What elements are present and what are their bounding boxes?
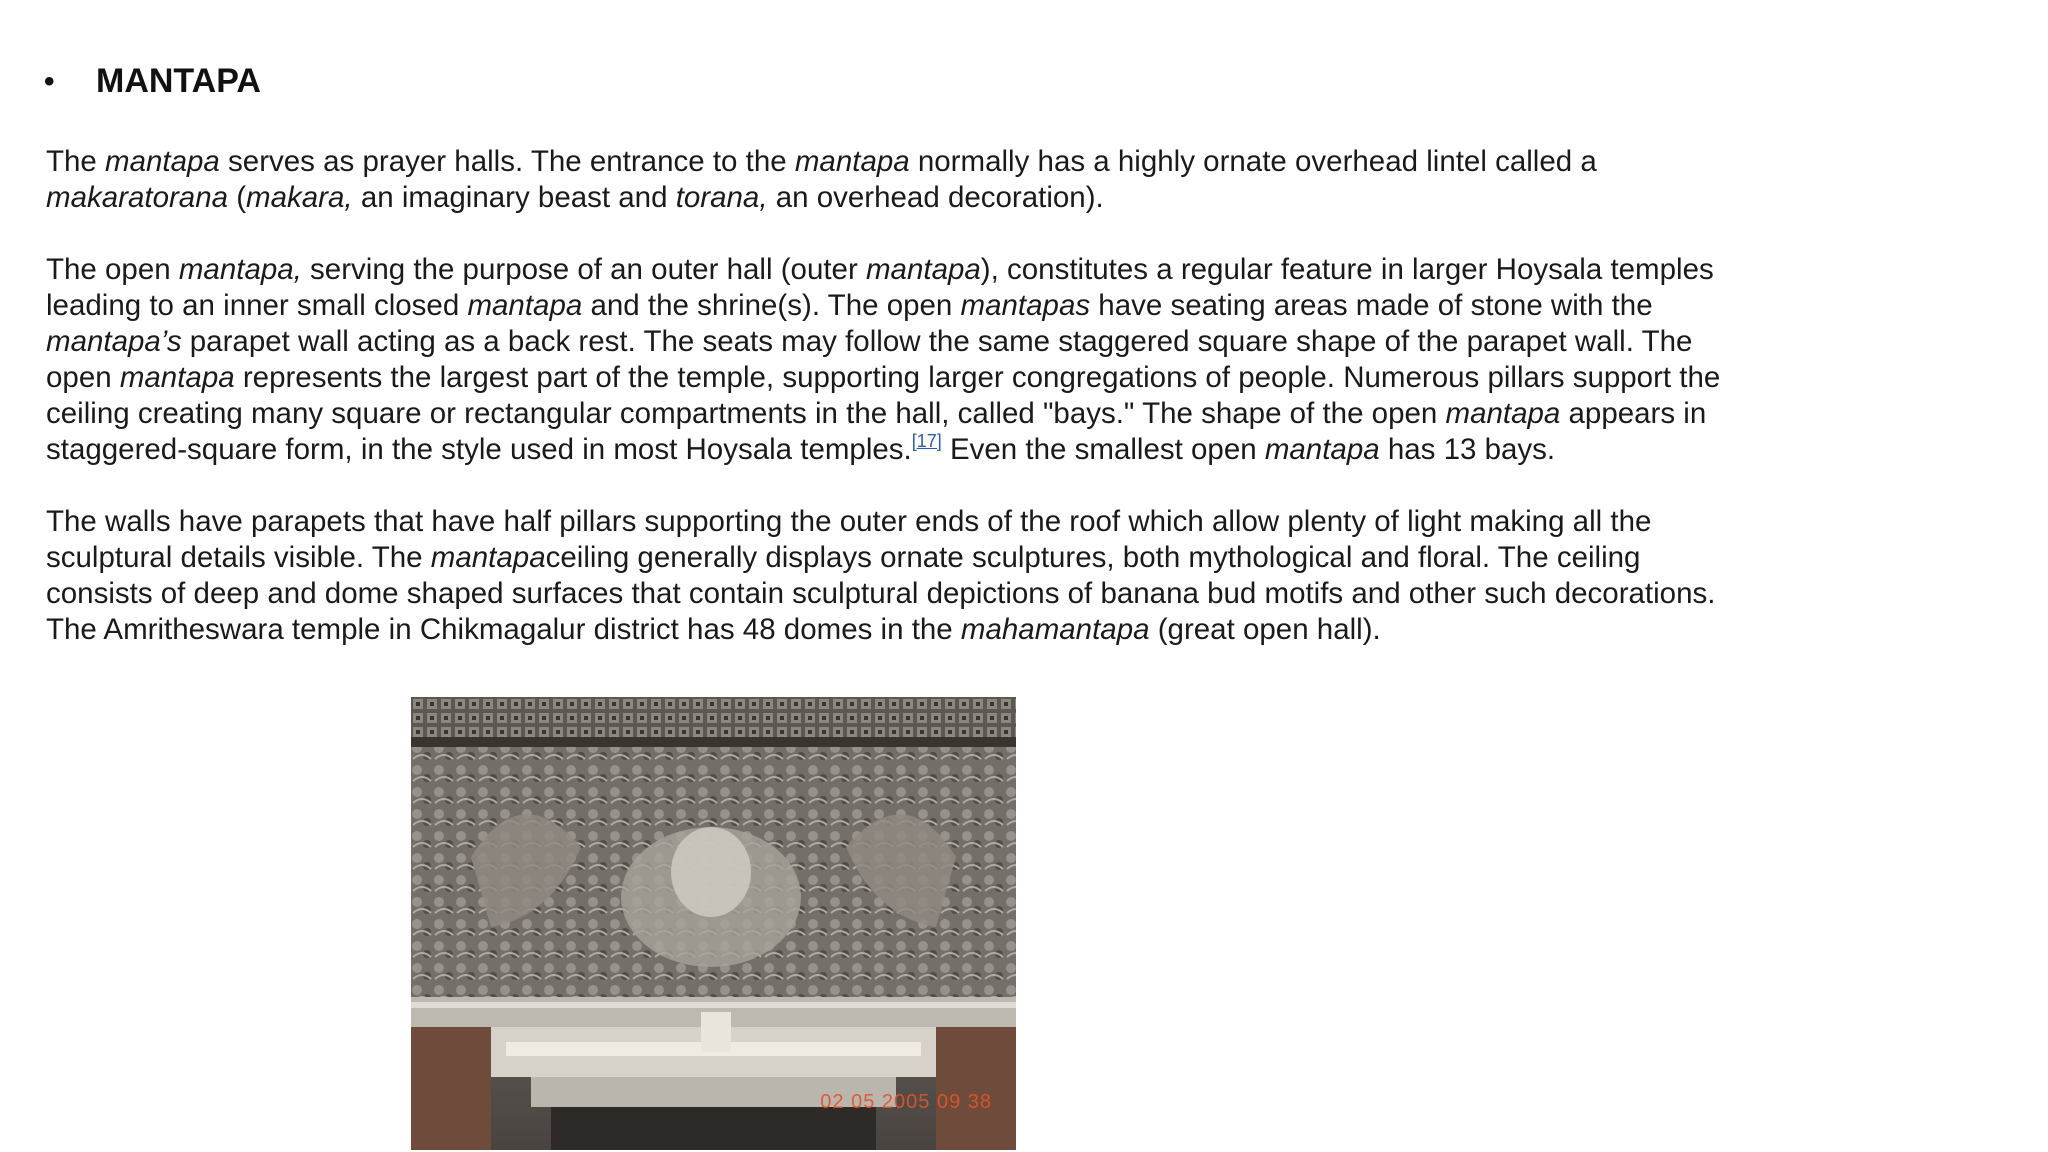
text-run: an imaginary beast and [352,181,676,214]
paragraph-3 [46,504,1726,648]
italic-term: mantapa [794,145,910,178]
italic-term: mantapa [430,541,546,574]
text-run: (great open hall). [1149,613,1381,646]
text-run: ceiling generally displays ornate sculptures, both mythological and floral. The ceiling consists of deep and dome shaped surfaces that contain sculptural depictions of banana bud motifs and other such decorations. The Amritheswara temple in Chikmagalur district has 48 domes in the [46,541,1716,646]
heading-title: MANTAPA [96,62,261,100]
text-run: serving the purpose of an outer hall (outer [301,253,866,286]
text-run: Even the smallest open [941,433,1265,466]
text-run: parapet wall acting as a back rest. The seats may follow the same staggered square shape of the parapet wall. The open [46,325,1693,394]
italic-term: mantapa [1264,433,1380,466]
paragraph-1 [46,144,1726,216]
photo-date-stamp: 02 05 2005 09 38 [820,1091,992,1113]
text-run: The [46,145,106,178]
makaratorana-carving-image [411,697,1016,1150]
text-run: has 13 bays. [1379,433,1556,466]
text-run: an overhead decoration). [767,181,1104,214]
text-run: ), constitutes a regular feature in larger Hoysala temples leading to an inner small closed [46,253,1714,322]
italic-term: mantapa [865,253,981,286]
italic-term: mantapas [960,289,1091,322]
bullet-icon: • [44,64,55,98]
text-run: serves as prayer halls. The entrance to the [219,145,795,178]
italic-term: mantapa [1445,397,1561,430]
temple-lintel-photo [411,697,1016,1150]
text-run: and the shrine(s). The open [582,289,961,322]
text-run: The open [46,253,179,286]
italic-term: mantapa [119,361,235,394]
text-run: represents the largest part of the temple, supporting larger congregations of people. Numerous pillars support the ceiling creating many square or rectangular compartments in the hall, called "bays." The shape of the open [46,361,1721,430]
text-run: normally has a highly ornate overhead lintel called a [909,145,1597,178]
paragraph-2 [46,252,1726,468]
text-run: have seating areas made of stone with the [1090,289,1653,322]
citation-link[interactable]: [17] [911,431,942,451]
text-run: appears in staggered-square form, in the style used in most Hoysala temples. [46,397,1707,466]
italic-term: makara, [246,181,353,214]
text-run: The walls have parapets that have half pillars supporting the outer ends of the roof which allow plenty of light making all the sculptural details visible. The [46,505,1652,574]
italic-term: mantapa, [178,253,302,286]
italic-term: mahamantapa [960,613,1150,646]
italic-term: mantapa [105,145,220,178]
body-text [46,144,1726,648]
italic-term: mantapa’s [46,325,182,358]
text-run: ( [228,181,247,214]
italic-term: makaratorana [46,181,229,214]
slide-heading [44,62,261,101]
italic-term: mantapa [467,289,583,322]
italic-term: torana, [675,181,768,214]
